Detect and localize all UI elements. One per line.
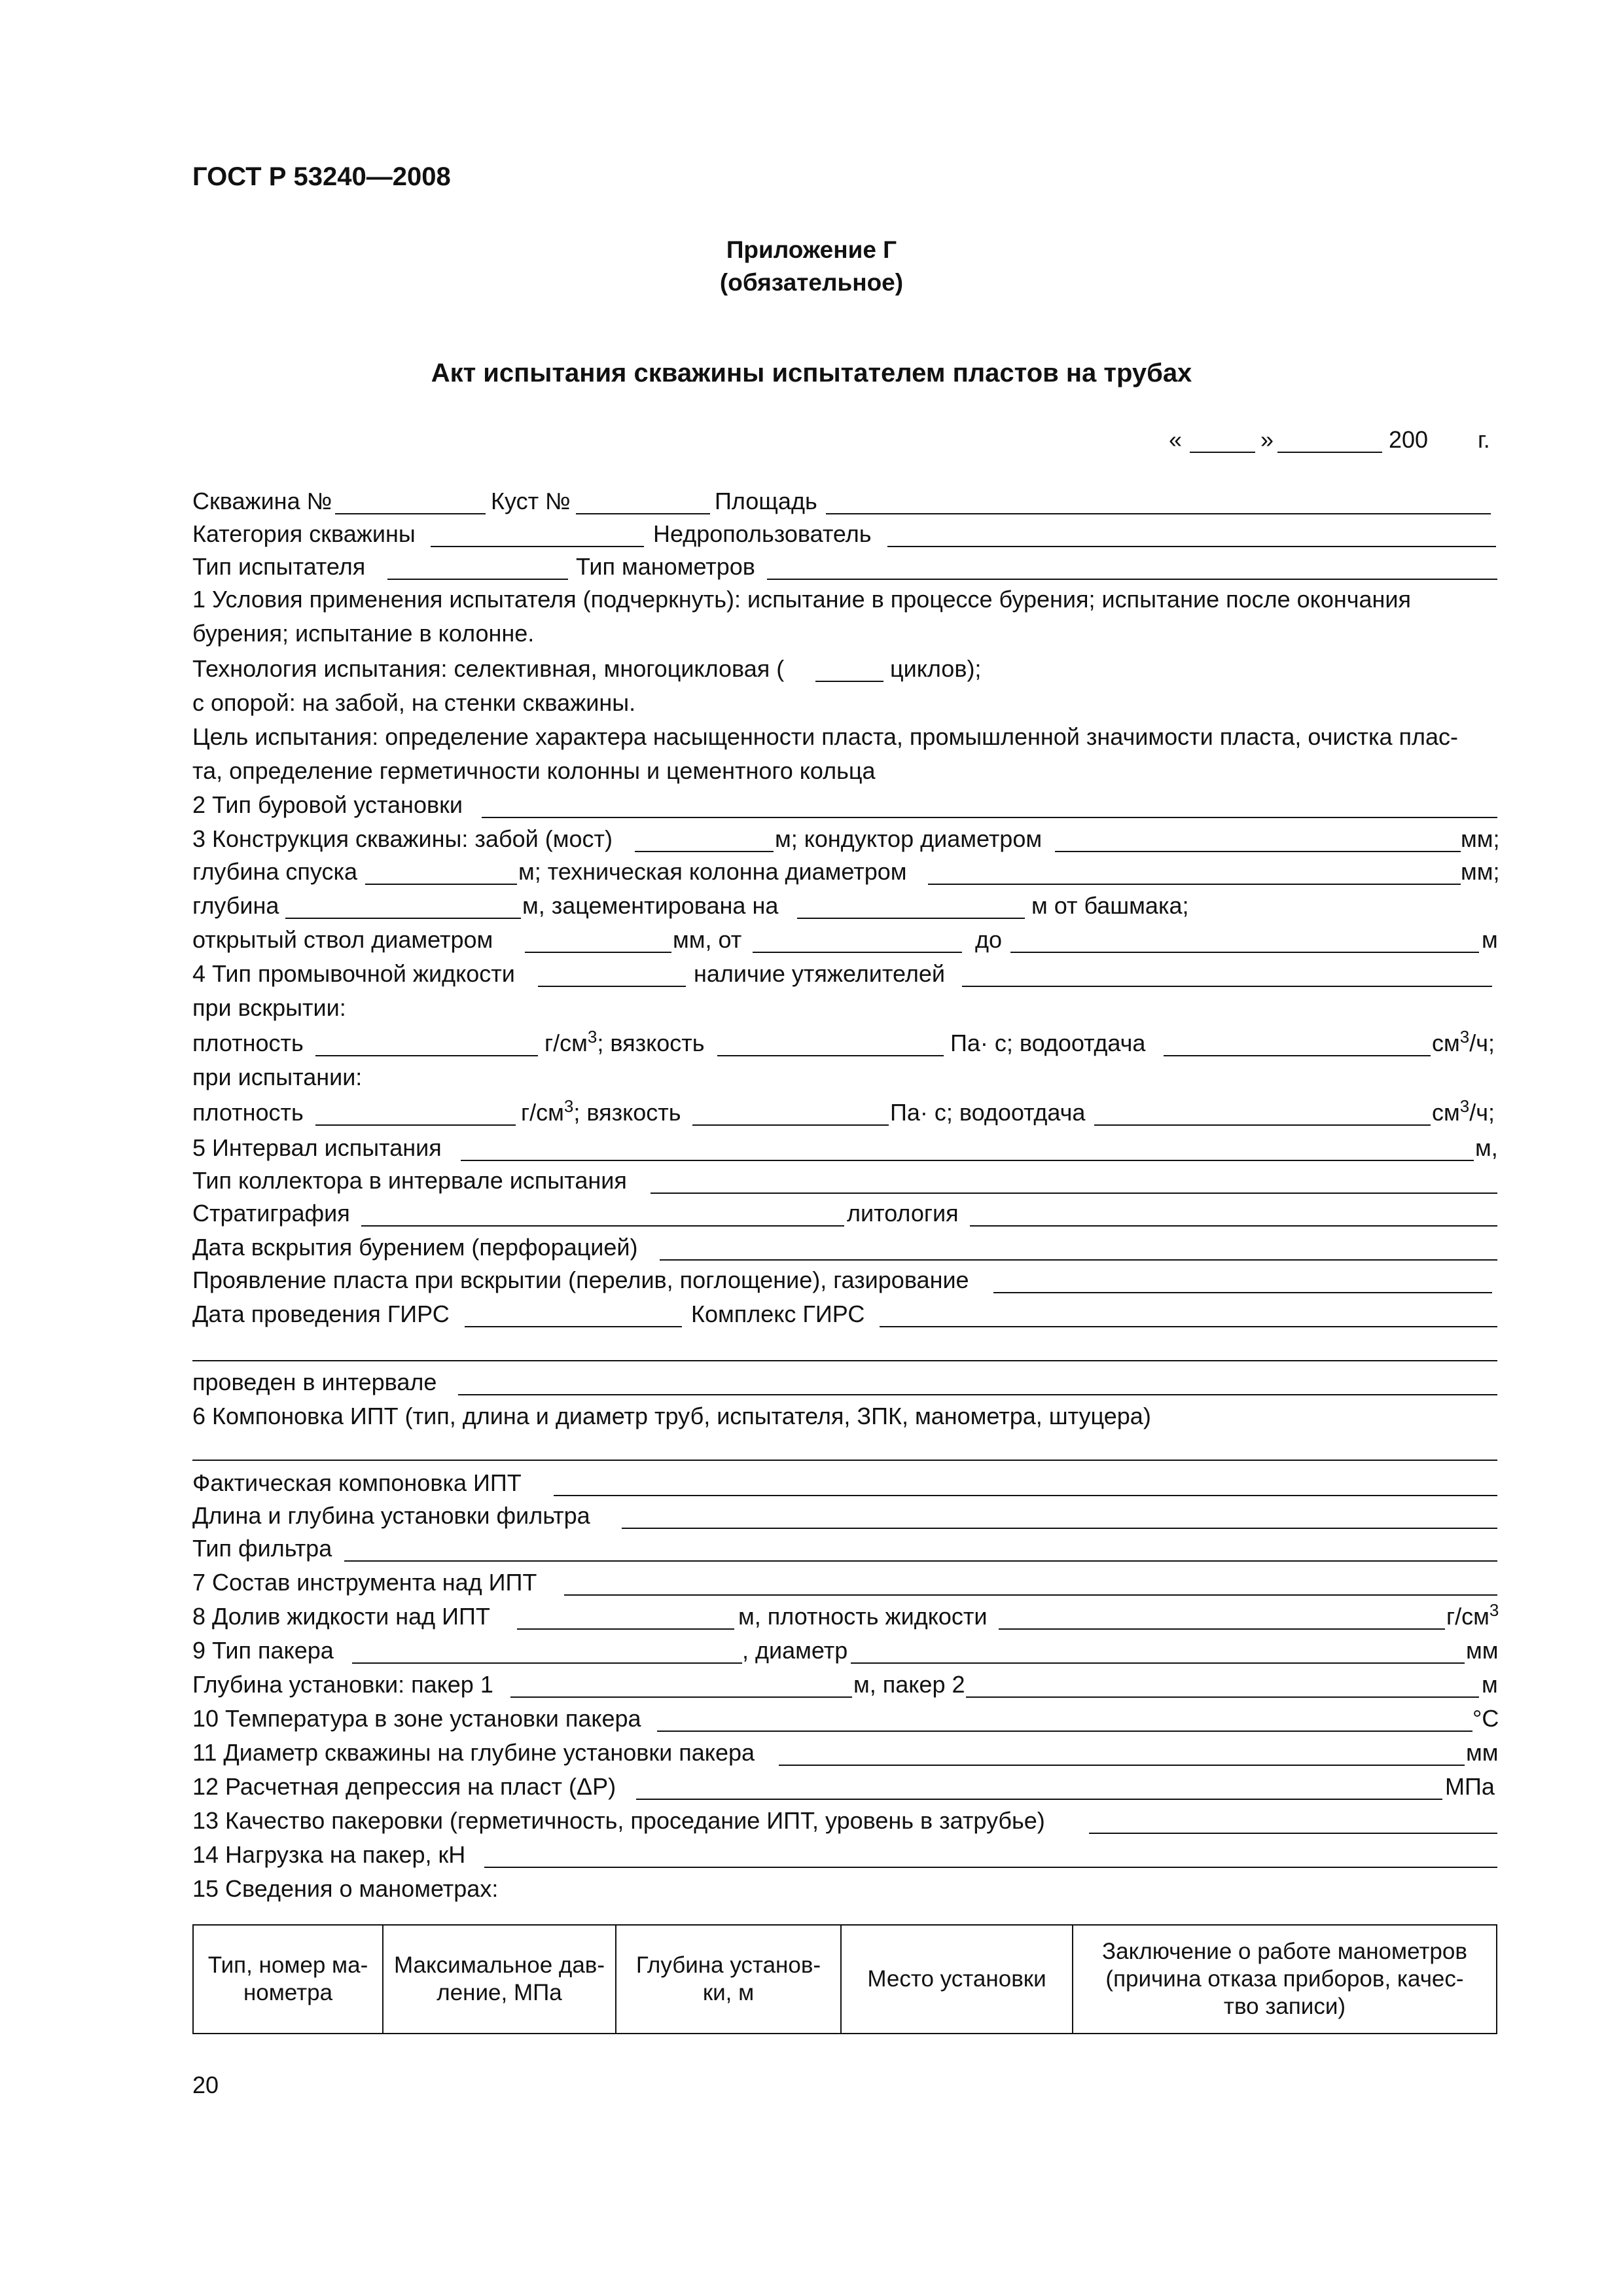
girs-date-label: Дата проведения ГИРС xyxy=(192,1300,450,1327)
fluid-type-field[interactable] xyxy=(538,986,686,987)
unit-mm-2: мм; xyxy=(1461,858,1500,885)
tool-composition-field[interactable] xyxy=(564,1594,1497,1596)
diameter-label: , диаметр xyxy=(742,1637,848,1664)
viscosity-label-1: ; вязкость xyxy=(597,1030,705,1056)
gcm3-text-2: г/см xyxy=(521,1099,564,1126)
stratigraphy-field[interactable] xyxy=(361,1225,844,1227)
unit-mm-4: мм xyxy=(1466,1739,1499,1766)
cm3h-label-2 xyxy=(1432,1098,1495,1127)
unit-m-2: м xyxy=(1482,1671,1498,1698)
depth-field[interactable] xyxy=(285,918,521,919)
actual-layout-field[interactable] xyxy=(554,1495,1497,1496)
cm3h-label-1 xyxy=(1432,1029,1495,1058)
conductor-diameter-field[interactable] xyxy=(1055,851,1461,852)
cemented-label: м, зацементирована на xyxy=(522,892,779,919)
layout-field[interactable] xyxy=(192,1460,1497,1461)
filter-len-field[interactable] xyxy=(622,1528,1497,1529)
unit-m-1: м xyxy=(1482,926,1498,953)
open-hole-label: открытый ствол диаметром xyxy=(192,926,493,953)
cemented-field[interactable] xyxy=(797,918,1025,919)
girs-complex-field[interactable] xyxy=(880,1326,1497,1327)
goal-line2: та, определение герметичности колонны и цементного кольца xyxy=(192,757,876,784)
sup3-c: 3 xyxy=(563,1096,574,1116)
conducted-interval-field[interactable] xyxy=(458,1394,1497,1395)
item7-label: 7 Состав инструмента над ИПТ xyxy=(192,1569,537,1596)
appendix-type: (обязательное) xyxy=(719,269,904,296)
depth-run-label: глубина спуска xyxy=(192,858,358,885)
test-interval-field[interactable] xyxy=(461,1160,1474,1161)
tech-column-diameter-field[interactable] xyxy=(928,884,1461,885)
open-hole-diameter-field[interactable] xyxy=(525,952,671,953)
viscosity-testing-field[interactable] xyxy=(692,1124,889,1126)
gcm3-text-1: г/см xyxy=(544,1030,588,1056)
install-depth-label: Глубина установки: пакер 1 xyxy=(192,1671,493,1698)
unit-c: °C xyxy=(1472,1705,1499,1732)
packer-diameter-field[interactable] xyxy=(851,1662,1465,1664)
packer-type-field[interactable] xyxy=(352,1662,742,1664)
mm-from-label: мм, от xyxy=(673,926,742,953)
rig-type-field[interactable] xyxy=(482,817,1497,818)
item3-label: 3 Конструкция скважины: забой (мост) xyxy=(192,825,613,852)
cm3h-text-2: см xyxy=(1432,1099,1460,1126)
standard-number: ГОСТ Р 53240—2008 xyxy=(192,162,451,191)
lithology-label: литология xyxy=(847,1200,959,1227)
col-install-depth: Глубина установ- ки, м xyxy=(616,1925,841,2034)
date-month-field[interactable] xyxy=(1277,452,1382,453)
packer-load-field[interactable] xyxy=(484,1867,1497,1868)
area-label: Площадь xyxy=(715,488,817,514)
well-category-field[interactable] xyxy=(431,546,644,547)
cycles-label: циклов); xyxy=(890,655,982,682)
actual-layout-label: Фактическая компоновка ИПТ xyxy=(192,1469,522,1496)
packer2-label: м, пакер 2 xyxy=(853,1671,965,1698)
weighting-field[interactable] xyxy=(962,986,1492,987)
girs-date-field[interactable] xyxy=(465,1326,682,1327)
density-label-1: плотность xyxy=(192,1030,304,1056)
item9-label: 9 Тип пакера xyxy=(192,1637,334,1664)
gcm3-label-1 xyxy=(544,1029,705,1058)
pas-label-2: Па· с; водоотдача xyxy=(890,1099,1086,1126)
gcm3-label-2 xyxy=(521,1098,681,1127)
fluid-topup-field[interactable] xyxy=(517,1628,734,1630)
per-h-1: /ч; xyxy=(1469,1030,1495,1056)
item10-label: 10 Температура в зоне установки пакера xyxy=(192,1705,641,1732)
area-field[interactable] xyxy=(826,513,1491,514)
item2-label: 2 Тип буровой установки xyxy=(192,791,463,818)
at-opening-label: при вскрытии: xyxy=(192,994,346,1021)
depth-label: глубина xyxy=(192,892,279,919)
tester-type-label: Тип испытателя xyxy=(192,553,366,580)
per-h-2: /ч; xyxy=(1469,1099,1495,1126)
water-loss-testing-field[interactable] xyxy=(1094,1124,1431,1126)
col-install-place: Место установки xyxy=(841,1925,1073,2034)
conducted-label: проведен в интервале xyxy=(192,1369,437,1395)
document-title: Акт испытания скважины испытателем пластов на трубах xyxy=(431,359,1192,387)
collector-label: Тип коллектора в интервале испытания xyxy=(192,1167,627,1194)
water-loss-opening-field[interactable] xyxy=(1164,1055,1431,1056)
item11-label: 11 Диаметр скважины на глубине установки пакера xyxy=(192,1739,755,1766)
date-year: 200 xyxy=(1389,426,1429,453)
col-conclusion: Заключение о работе манометров (причина отказа приборов, качес- тво записи) xyxy=(1073,1925,1497,2034)
cycles-field[interactable] xyxy=(815,681,883,682)
at-testing-label: при испытании: xyxy=(192,1064,363,1090)
manometer-type-label: Тип манометров xyxy=(576,553,755,580)
weighting-label: наличие утяжелителей xyxy=(694,960,945,987)
well-category-label: Категория скважины xyxy=(192,520,416,547)
technology-label: Технология испытания: селективная, многоцикловая ( xyxy=(192,655,785,682)
item5-label: 5 Интервал испытания xyxy=(192,1134,442,1161)
fluid-density-field[interactable] xyxy=(999,1628,1445,1630)
opening-date-field[interactable] xyxy=(660,1259,1497,1261)
gcm3-label-3 xyxy=(1446,1602,1499,1631)
opening-date-label: Дата вскрытия бурением (перфорацией) xyxy=(192,1234,638,1261)
table-header-row xyxy=(193,1925,1497,2034)
hole-diameter-field[interactable] xyxy=(779,1765,1465,1766)
manometer-type-field[interactable] xyxy=(767,579,1497,580)
appendix-label: Приложение Г xyxy=(726,236,897,263)
manometer-table xyxy=(192,1924,1497,2034)
girs-complex-label: Комплекс ГИРС xyxy=(691,1300,865,1327)
viscosity-opening-field[interactable] xyxy=(717,1055,944,1056)
gcm3-text-3: г/см xyxy=(1446,1603,1489,1630)
item1-line1: 1 Условия применения испытателя (подчеркнуть): испытание в процессе бурения; испытание после окончания xyxy=(192,586,1411,613)
item13-label: 13 Качество пакеровки (герметичность, проседание ИПТ, уровень в затрубье) xyxy=(192,1807,1045,1834)
from-shoe-label: м от башмака; xyxy=(1031,892,1189,919)
date-quote-close: » xyxy=(1260,426,1274,453)
well-number-field[interactable] xyxy=(335,513,486,514)
unit-mm-1: мм; xyxy=(1461,825,1500,852)
goal-line1: Цель испытания: определение характера насыщенности пласта, промышленной значимости пласта, очистка плас- xyxy=(192,723,1459,750)
density-opening-field[interactable] xyxy=(315,1055,538,1056)
manifestation-label: Проявление пласта при вскрытии (перелив, поглощение), газирование xyxy=(192,1266,969,1293)
bottom-field[interactable] xyxy=(635,851,774,852)
packer2-depth-field[interactable] xyxy=(966,1696,1479,1698)
item6-label: 6 Компоновка ИПТ (тип, длина и диаметр труб, испытателя, ЗПК, манометра, штуцера) xyxy=(192,1403,1151,1429)
unit-mm-3: мм xyxy=(1466,1637,1499,1664)
tester-type-field[interactable] xyxy=(387,579,568,580)
density-label-2: плотность xyxy=(192,1099,304,1126)
stratigraphy-label: Стратиграфия xyxy=(192,1200,350,1227)
sup3-a: 3 xyxy=(587,1027,597,1047)
filter-len-label: Длина и глубина установки фильтра xyxy=(192,1502,590,1529)
col-max-pressure: Максимальное дав- ление, МПа xyxy=(383,1925,616,2034)
unit-mpa: МПа xyxy=(1445,1773,1495,1800)
date-day-field[interactable] xyxy=(1190,452,1255,453)
item15-label: 15 Сведения о манометрах: xyxy=(192,1875,499,1902)
item14-label: 14 Нагрузка на пакер, кН xyxy=(192,1841,466,1868)
cm3h-text-1: см xyxy=(1432,1030,1460,1056)
viscosity-label-2: ; вязкость xyxy=(573,1099,681,1126)
open-hole-from-field[interactable] xyxy=(753,952,962,953)
manifestation-field[interactable] xyxy=(993,1292,1492,1293)
item8-label: 8 Долив жидкости над ИПТ xyxy=(192,1603,490,1630)
item4-label: 4 Тип промывочной жидкости xyxy=(192,960,515,987)
filter-type-field[interactable] xyxy=(344,1560,1497,1562)
sup3-e: 3 xyxy=(1489,1600,1499,1620)
tech-column-label: м; техническая колонна диаметром xyxy=(518,858,907,885)
depression-field[interactable] xyxy=(636,1799,1442,1800)
fluid-density-label: м, плотность жидкости xyxy=(738,1603,988,1630)
date-year-suffix: г. xyxy=(1478,426,1490,453)
to-label: до xyxy=(975,926,1003,953)
temperature-field[interactable] xyxy=(657,1731,1472,1732)
item12-label: 12 Расчетная депрессия на пласт (ΔP) xyxy=(192,1773,616,1800)
subsoil-user-label: Недропользователь xyxy=(653,520,872,547)
cluster-label: Куст № xyxy=(491,488,571,514)
packing-quality-field[interactable] xyxy=(1089,1833,1497,1834)
lithology-field[interactable] xyxy=(970,1225,1497,1227)
col-type-number: Тип, номер ма- нометра xyxy=(193,1925,383,2034)
open-hole-to-field[interactable] xyxy=(1010,952,1479,953)
filter-type-label: Тип фильтра xyxy=(192,1535,332,1562)
item1-line2: бурения; испытание в колонне. xyxy=(192,620,535,647)
cluster-number-field[interactable] xyxy=(576,513,710,514)
collector-field[interactable] xyxy=(651,1193,1497,1194)
depth-run-field[interactable] xyxy=(365,884,517,885)
conductor-label: м; кондуктор диаметром xyxy=(775,825,1043,852)
sup3-d: 3 xyxy=(1459,1096,1470,1116)
support-line: с опорой: на забой, на стенки скважины. xyxy=(192,689,636,716)
page-number: 20 xyxy=(192,2072,219,2098)
unit-m-comma: м, xyxy=(1475,1134,1498,1161)
density-testing-field[interactable] xyxy=(315,1124,516,1126)
sup3-b: 3 xyxy=(1459,1027,1470,1047)
date-quote-open: « xyxy=(1169,426,1183,453)
girs-extra-field[interactable] xyxy=(192,1360,1497,1361)
subsoil-user-field[interactable] xyxy=(887,546,1496,547)
well-label: Скважина № xyxy=(192,488,332,514)
packer1-depth-field[interactable] xyxy=(510,1696,852,1698)
pas-label-1: Па· с; водоотдача xyxy=(950,1030,1146,1056)
